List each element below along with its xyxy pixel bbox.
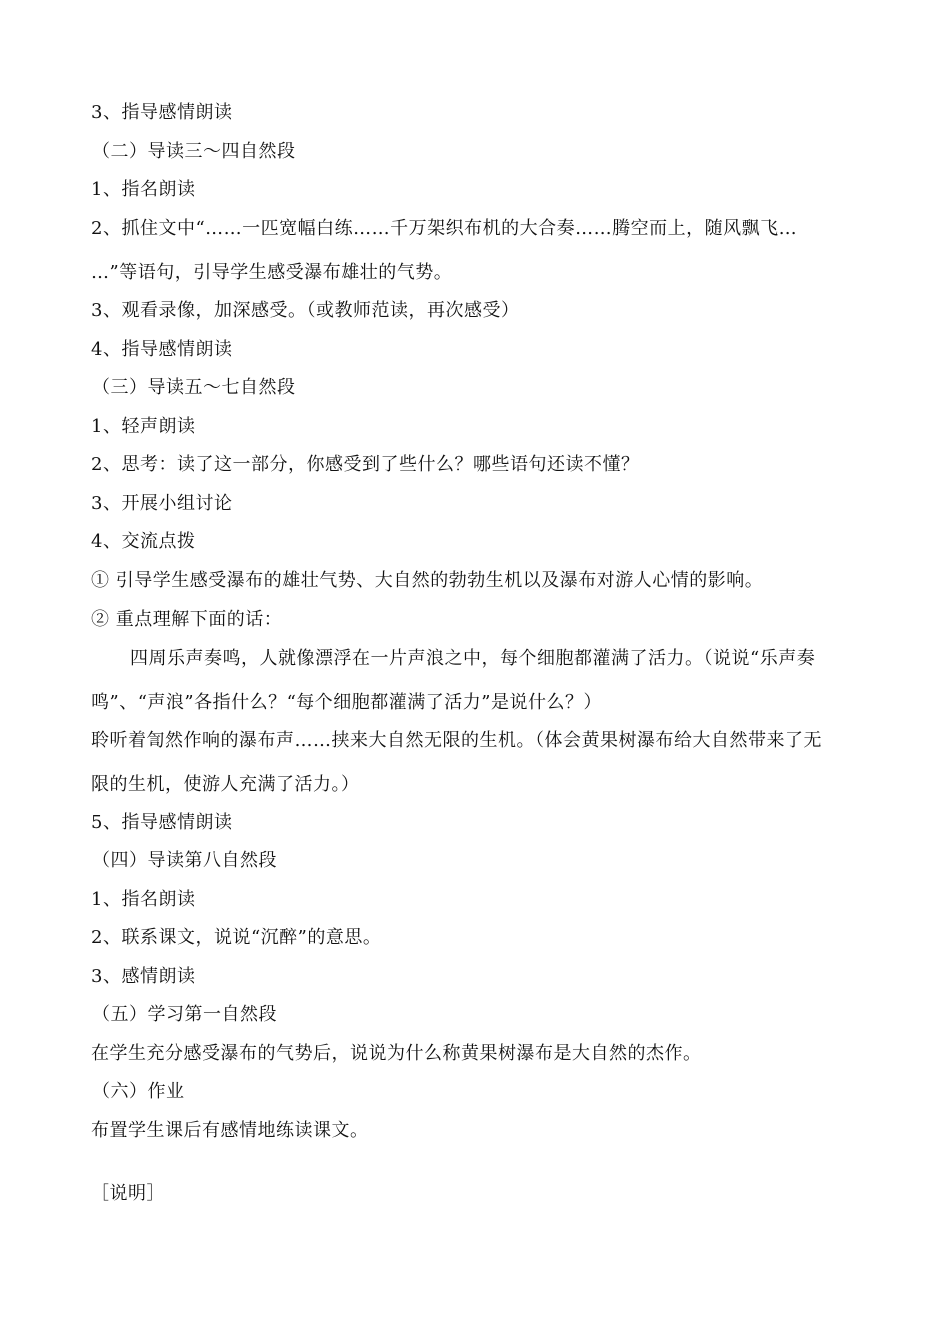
section-heading: （五）学习第一自然段: [92, 1004, 277, 1025]
text-line: 5、指导感情朗读: [91, 812, 233, 833]
text-line: ① 引导学生感受瀑布的雄壮气势、大自然的勃勃生机以及瀑布对游人心情的影响。: [91, 570, 764, 591]
text-line: 2、联系课文，说说“沉醉”的意思。: [91, 927, 382, 948]
text-line: …”等语句，引导学生感受瀑布雄壮的气势。: [91, 262, 453, 283]
text-line: 1、指名朗读: [91, 889, 196, 910]
text-line: 1、轻声朗读: [91, 416, 196, 437]
text-line: 4、指导感情朗读: [91, 339, 233, 360]
text-line: 2、抓住文中“……一匹宽幅白练……千万架织布机的大合奏……腾空而上，随风飘飞…: [91, 218, 798, 239]
section-heading: （三）导读五～七自然段: [92, 377, 296, 398]
text-line: 鸣”、“声浪”各指什么？“每个细胞都灌满了活力”是说什么？）: [91, 692, 603, 713]
text-line: 3、感情朗读: [91, 966, 196, 987]
text-line: 2、思考：读了这一部分，你感受到了些什么？哪些语句还读不懂？: [91, 454, 640, 475]
text-line: 聆听着訇然作响的瀑布声……挟来大自然无限的生机。（体会黄果树瀑布给大自然带来了无: [91, 730, 822, 751]
text-line: 在学生充分感受瀑布的气势后，说说为什么称黄果树瀑布是大自然的杰作。: [91, 1043, 702, 1064]
text-line: 4、交流点拨: [91, 531, 196, 552]
text-line: 3、开展小组讨论: [91, 493, 233, 514]
text-line: 3、指导感情朗读: [91, 102, 233, 123]
quote-line: 四周乐声奏鸣，人就像漂浮在一片声浪之中，每个细胞都灌满了活力。（说说“乐声奏: [130, 648, 816, 669]
text-line: 布置学生课后有感情地练读课文。: [91, 1120, 369, 1141]
section-heading: （六）作业: [92, 1081, 185, 1102]
text-line: 1、指名朗读: [91, 179, 196, 200]
text-line: ② 重点理解下面的话：: [91, 609, 283, 630]
text-line: 3、观看录像，加深感受。（或教师范读，再次感受）: [91, 300, 520, 321]
note-heading: ［说明］: [91, 1183, 165, 1204]
text-line: 限的生机，使游人充满了活力。）: [91, 774, 360, 795]
section-heading: （二）导读三～四自然段: [92, 141, 296, 162]
section-heading: （四）导读第八自然段: [92, 850, 277, 871]
